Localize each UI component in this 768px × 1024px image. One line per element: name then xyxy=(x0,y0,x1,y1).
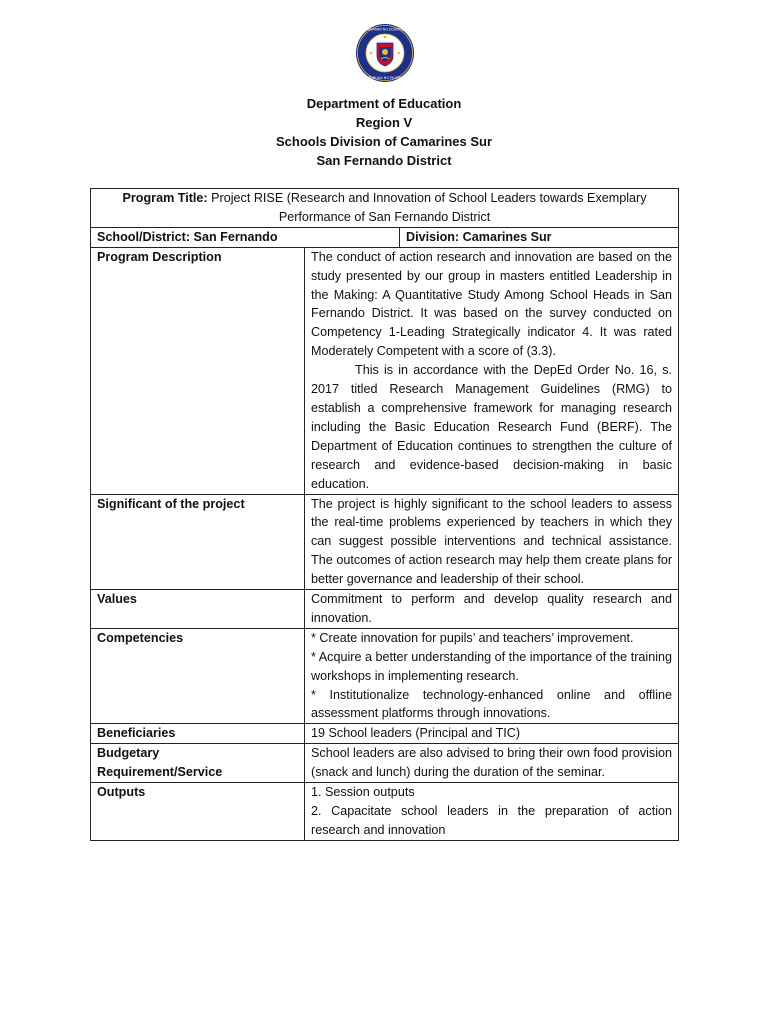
header-line-region: Region V xyxy=(355,115,413,130)
significance-content: The project is highly significant to the school leaders to assess the real-time problems experienced by teachers in which they can suggest possible interventions and technical assistance. The outcomes of action research may help them create plans for better governance and leadership of their school. xyxy=(305,494,679,590)
table-row xyxy=(91,247,679,494)
header-line-department: Department of Education xyxy=(306,96,462,111)
description-content xyxy=(305,247,679,494)
header-line-district: San Fernando District xyxy=(316,153,452,168)
program-title-cell xyxy=(91,189,679,228)
values-content: Commitment to perform and develop quality research and innovation. xyxy=(305,590,679,629)
header-line-division: Schools Division of Camarines Sur xyxy=(276,134,492,149)
program-title-label: Program Title: xyxy=(122,191,208,205)
description-label: Program Description xyxy=(91,247,305,494)
division-cell: Division: Camarines Sur xyxy=(400,227,679,247)
competency-item: * Institutionalize technology-enhanced online and offline assessment platforms through innovations. xyxy=(311,687,673,721)
beneficiaries-content: 19 School leaders (Principal and TIC) xyxy=(305,724,679,744)
budget-content: School leaders are also advised to bring their own food provision (snack and lunch) during the duration of the seminar. xyxy=(305,744,679,783)
budget-label xyxy=(91,744,305,783)
table-row xyxy=(91,744,679,783)
output-item: 2. Capacitate school leaders in the preparation of action research and innovation xyxy=(311,804,673,837)
description-paragraph-1: The conduct of action research and innovation are based on the study presented by our group in masters entitled Leadership in the Making: A Quantitative Study Among School Heads in San Fernando District. It was based on the survey conducted on Competency 1-Leading Strategically indicator 4. It was rated Moderately Competent with a score of (3.3). xyxy=(311,249,673,359)
description-paragraph-2: This is in accordance with the DepEd Order No. 16, s. 2017 titled Research Management Guidelines (RMG) to establish a comprehensive framework for managing research including the Basic Education Research Fund (BERF). The Department of Education continues to strengthen the culture of research and evidence-based decision-making in basic education. xyxy=(311,363,673,491)
program-table xyxy=(90,188,679,841)
title-row xyxy=(91,189,679,228)
outputs-content xyxy=(305,783,679,841)
program-title-value: Project RISE (Research and Innovation of School Leaders towards Exemplary Performance of San Fernando District xyxy=(207,191,647,224)
budget-label-line-1: Budgetary xyxy=(97,746,160,761)
competencies-label: Competencies xyxy=(91,628,305,724)
budget-label-line-2: Requirement/Service xyxy=(97,765,223,780)
competencies-content xyxy=(305,628,679,724)
output-item: 1. Session outputs xyxy=(311,785,415,800)
competency-item: * Create innovation for pupils’ and teachers’ improvement. xyxy=(311,630,634,645)
beneficiaries-label: Beneficiaries xyxy=(91,724,305,744)
table-row xyxy=(91,628,679,724)
table-row xyxy=(91,494,679,590)
deped-seal-logo xyxy=(355,23,415,83)
seal-text-top: KAGAWARAN NG EDUKASYON xyxy=(359,27,411,32)
table-row xyxy=(91,590,679,629)
values-label: Values xyxy=(91,590,305,629)
significance-label: Significant of the project xyxy=(91,494,305,590)
document-header xyxy=(0,94,768,170)
table-row xyxy=(91,783,679,841)
school-district-cell: School/District: San Fernando xyxy=(91,227,400,247)
competency-item: * Acquire a better understanding of the importance of the training workshops in implementing research. xyxy=(311,649,673,683)
table-row xyxy=(91,724,679,744)
seal-text-bottom: REPUBLIKA NG PILIPINAS xyxy=(363,76,407,80)
outputs-label: Outputs xyxy=(91,783,305,841)
school-division-row xyxy=(91,227,679,247)
